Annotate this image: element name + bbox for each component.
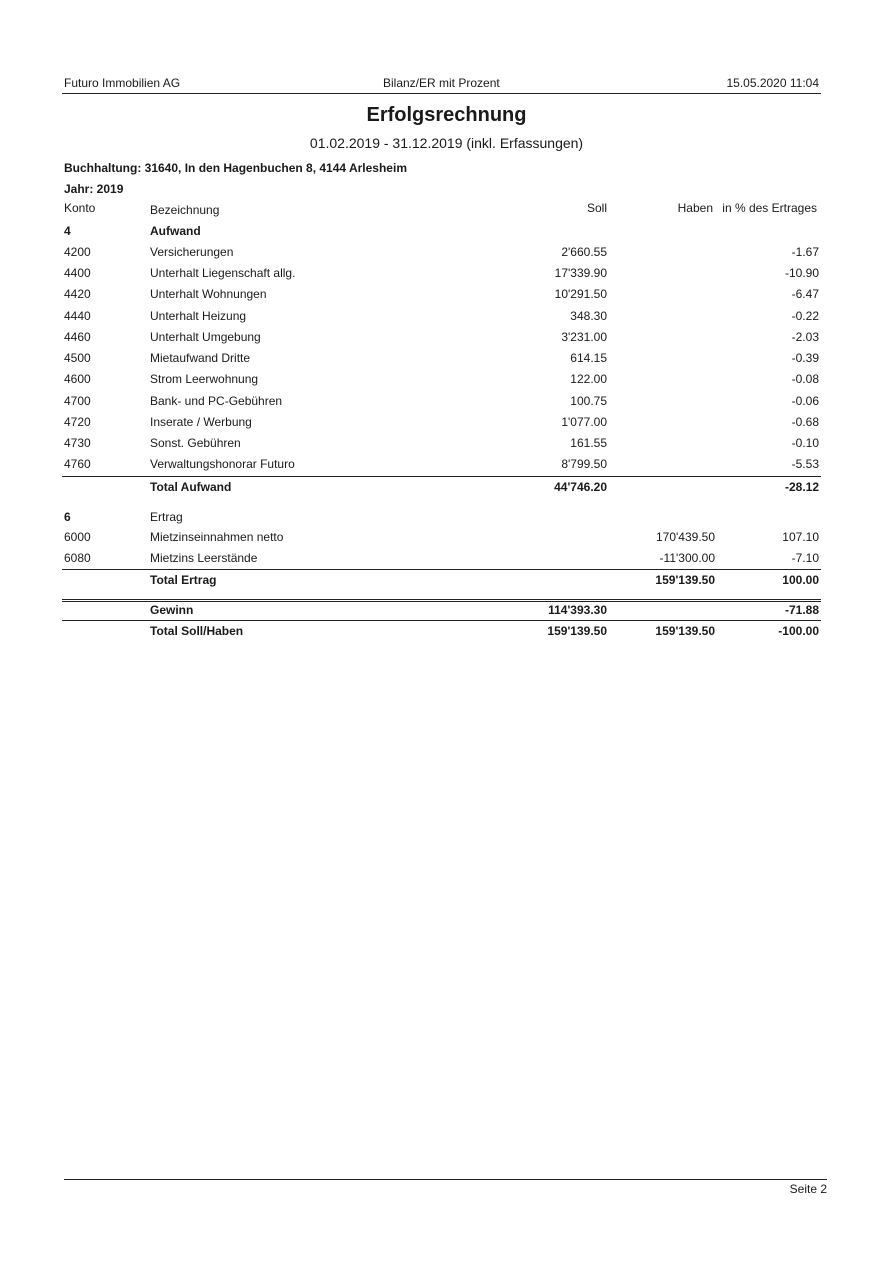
cell-bezeichnung: Inserate / Werbung	[150, 415, 252, 429]
cell-bezeichnung: Unterhalt Heizung	[150, 309, 247, 323]
cell-konto: 4600	[64, 372, 91, 386]
year-info: Jahr: 2019	[64, 182, 124, 196]
table-row	[0, 394, 893, 414]
total-label: Total Aufwand	[150, 480, 232, 494]
total-pct: -28.12	[784, 480, 819, 494]
table-row	[0, 530, 893, 550]
cell-pct: -6.47	[791, 287, 819, 301]
report-name: Bilanz/ER mit Prozent	[383, 76, 500, 90]
cell-bezeichnung: Unterhalt Liegenschaft allg.	[150, 266, 296, 280]
total-haben: 159'139.50	[655, 624, 715, 638]
total-label: Total Soll/Haben	[150, 624, 244, 638]
col-pct: in % des Ertrages	[722, 201, 817, 215]
cell-soll: 122.00	[570, 372, 607, 386]
group-label: Aufwand	[150, 224, 201, 238]
cell-soll: 3'231.00	[561, 330, 607, 344]
cell-bezeichnung: Strom Leerwohnung	[150, 372, 259, 386]
cell-pct: -2.03	[791, 330, 819, 344]
table-row	[0, 415, 893, 435]
group-number: 6	[64, 510, 71, 524]
table-row	[0, 551, 893, 571]
total-haben: 159'139.50	[655, 573, 715, 587]
total-soll: 159'139.50	[547, 624, 607, 638]
buchhaltung-info: Buchhaltung: 31640, In den Hagenbuchen 8, 4144 Arlesheim	[64, 161, 407, 175]
col-soll: Soll	[586, 201, 607, 215]
cell-pct: -10.90	[784, 266, 819, 280]
total-pct: -100.00	[778, 624, 819, 638]
header-rule	[62, 93, 821, 94]
cell-soll: 17'339.90	[554, 266, 607, 280]
cell-soll: 10'291.50	[554, 287, 607, 301]
group-ertrag	[0, 510, 893, 530]
total-label: Total Ertrag	[150, 573, 217, 587]
cell-bezeichnung: Unterhalt Umgebung	[150, 330, 261, 344]
table-row	[0, 287, 893, 307]
total-aufwand-row	[0, 480, 893, 500]
period-subtitle: 01.02.2019 - 31.12.2019 (inkl. Erfassungen)	[309, 135, 584, 151]
cell-soll: 2'660.55	[561, 245, 607, 259]
gewinn-pct: -71.88	[784, 603, 819, 617]
col-konto: Konto	[64, 201, 96, 215]
cell-konto: 4700	[64, 394, 91, 408]
cell-soll: 100.75	[570, 394, 607, 408]
cell-pct: 107.10	[782, 530, 819, 544]
table-row	[0, 372, 893, 392]
cell-soll: 161.55	[570, 436, 607, 450]
footer-rule	[64, 1179, 827, 1180]
total-soll: 44'746.20	[554, 480, 607, 494]
col-bezeichnung: Bezeichnung	[150, 203, 220, 217]
col-haben: Haben	[677, 201, 713, 215]
cell-soll: 348.30	[570, 309, 607, 323]
cell-konto: 4420	[64, 287, 91, 301]
cell-pct: -0.06	[791, 394, 819, 408]
cell-bezeichnung: Bank- und PC-Gebühren	[150, 394, 283, 408]
rule-gewinn-double	[62, 601, 821, 602]
cell-bezeichnung: Sonst. Gebühren	[150, 436, 241, 450]
cell-konto: 4500	[64, 351, 91, 365]
cell-konto: 4760	[64, 457, 91, 471]
cell-bezeichnung: Mietzins Leerstände	[150, 551, 258, 565]
table-row	[0, 351, 893, 371]
cell-bezeichnung: Versicherungen	[150, 245, 234, 259]
rule-total-ertrag	[62, 569, 821, 570]
cell-soll: 8'799.50	[561, 457, 607, 471]
group-number: 4	[64, 224, 71, 238]
table-row	[0, 436, 893, 456]
cell-konto: 4460	[64, 330, 91, 344]
cell-konto: 6000	[64, 530, 91, 544]
total-soll-haben-row	[0, 624, 893, 644]
group-aufwand	[0, 224, 893, 244]
cell-pct: -1.67	[791, 245, 819, 259]
company-name: Futuro Immobilien AG	[64, 76, 181, 90]
cell-pct: -0.10	[791, 436, 819, 450]
cell-konto: 4720	[64, 415, 91, 429]
table-row	[0, 245, 893, 265]
table-row	[0, 266, 893, 286]
cell-pct: -0.08	[791, 372, 819, 386]
cell-soll: 614.15	[570, 351, 607, 365]
cell-konto: 4440	[64, 309, 91, 323]
cell-pct: -0.68	[791, 415, 819, 429]
table-row	[0, 457, 893, 477]
cell-pct: -0.22	[791, 309, 819, 323]
cell-soll: 1'077.00	[561, 415, 607, 429]
print-datetime: 15.05.2020 11:04	[726, 76, 819, 90]
total-ertrag-row	[0, 573, 893, 593]
cell-bezeichnung: Verwaltungshonorar Futuro	[150, 457, 295, 471]
cell-pct: -5.53	[791, 457, 819, 471]
cell-bezeichnung: Unterhalt Wohnungen	[150, 287, 267, 301]
gewinn-label: Gewinn	[150, 603, 194, 617]
gewinn-soll: 114'393.30	[548, 603, 607, 617]
cell-haben: -11'300.00	[659, 551, 715, 565]
table-row	[0, 330, 893, 350]
rule-total-soll-haben	[62, 620, 821, 621]
rule-total-aufwand	[62, 476, 821, 477]
cell-pct: -0.39	[791, 351, 819, 365]
cell-pct: -7.10	[791, 551, 819, 565]
rule-gewinn	[62, 599, 821, 600]
cell-konto: 4730	[64, 436, 91, 450]
cell-konto: 6080	[64, 551, 91, 565]
cell-bezeichnung: Mietaufwand Dritte	[150, 351, 251, 365]
table-row	[0, 309, 893, 329]
cell-bezeichnung: Mietzinseinnahmen netto	[150, 530, 284, 544]
group-label: Ertrag	[150, 510, 183, 524]
page-number: Seite 2	[789, 1182, 827, 1196]
cell-haben: 170'439.50	[655, 530, 715, 544]
total-pct: 100.00	[782, 573, 819, 587]
cell-konto: 4200	[64, 245, 91, 259]
cell-konto: 4400	[64, 266, 91, 280]
page-title: Erfolgsrechnung	[366, 104, 527, 126]
